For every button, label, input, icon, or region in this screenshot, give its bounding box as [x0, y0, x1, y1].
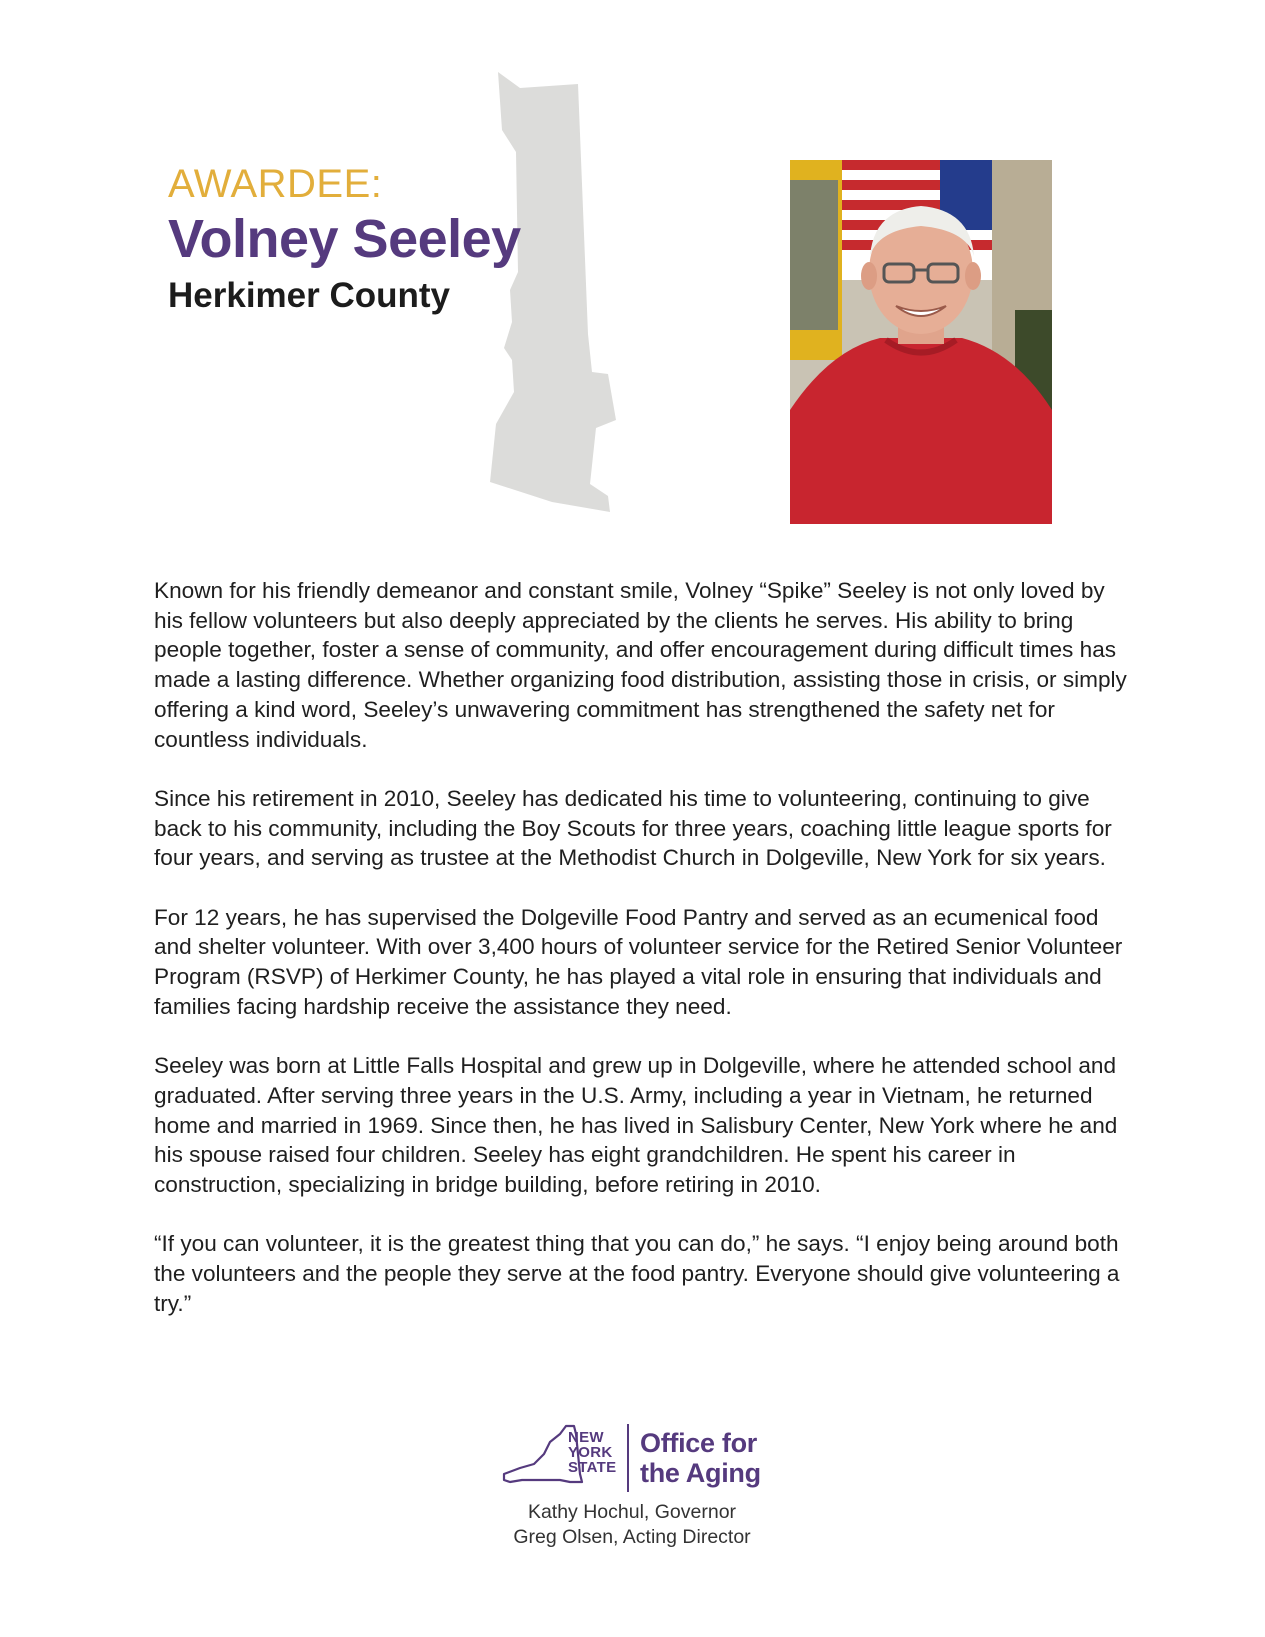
bio-paragraph: Since his retirement in 2010, Seeley has dedicated his time to volunteering, continuing to give back to his community, including the Boy Scouts for three years, coaching little league sports for four years, and serving as trustee at the Methodist Church in Dolgeville, New York for six years. — [154, 785, 1112, 871]
awardee-header — [168, 160, 521, 318]
bio-paragraph: Known for his friendly demeanor and constant smile, Volney “Spike” Seeley is not only loved by his fellow volunteers but also deeply appreciated by the clients he serves. His ability to bring people together, foster a sense of community, and offer encouragement during difficult times has made a lasting difference. Whether organizing food distribution, assisting those in crisis, or simply offering a kind word, Seeley’s unwavering commitment has strengthened the safety net for countless individuals. — [154, 578, 1127, 752]
portrait-illustration — [790, 160, 1052, 524]
logo-new-york-state-text: NEW YORK STATE — [568, 1429, 617, 1476]
footer-credits — [432, 1500, 832, 1550]
awardee-label: AWARDEE: — [168, 162, 383, 206]
bio-quote-paragraph: “If you can volunteer, it is the greatest thing that you can do,” he says. “I enjoy being around both the volunteers and the people they serve at the food pantry. Everyone should give volunteering a try.” — [154, 1231, 1120, 1316]
director-credit: Greg Olsen, Acting Director — [513, 1526, 751, 1548]
logo-divider — [627, 1424, 629, 1492]
logo-office-for-the-aging-text: Office for the Aging — [640, 1428, 761, 1488]
bio-paragraph: Seeley was born at Little Falls Hospital and grew up in Dolgeville, where he attended school and graduated. After serving three years in the U.S. Army, including a year in Vietnam, he returned home and married in 1969. Since then, he has lived in Salisbury Center, New York where he and his spouse raised four children. Seeley has eight grandchildren. He spent his career in construction, specializing in bridge building, before retiring in 2010. — [154, 1053, 1118, 1198]
awardee-portrait-photo — [790, 160, 1052, 524]
nys-office-for-the-aging-logo — [500, 1420, 770, 1496]
bio-paragraph: For 12 years, he has supervised the Dolgeville Food Pantry and served as an ecumenical food and shelter volunteer. With over 3,400 hours of volunteer service for the Retired Senior Volunteer Program (RSVP) of Herkimer County, he has played a vital role in ensuring that individuals and families facing hardship receive the assistance they need. — [154, 904, 1123, 1019]
awardee-name: Volney Seeley — [168, 209, 521, 269]
awardee-biography — [154, 576, 1129, 1348]
governor-credit: Kathy Hochul, Governor — [527, 1501, 737, 1523]
awardee-county: Herkimer County — [168, 276, 451, 315]
